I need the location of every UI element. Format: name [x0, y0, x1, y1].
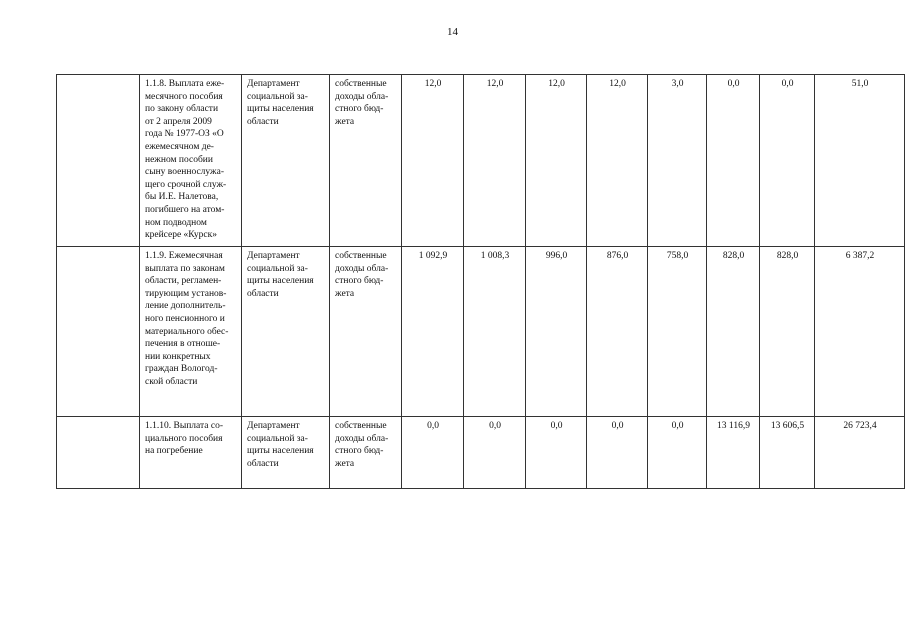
row-number-cell — [57, 247, 140, 417]
value-cell: 0,0 — [760, 75, 815, 247]
value-cell: 828,0 — [760, 247, 815, 417]
value-cell: 13 606,5 — [760, 417, 815, 489]
table-row — [57, 417, 905, 489]
value-cell: 0,0 — [707, 75, 760, 247]
row-number-cell — [57, 75, 140, 247]
total-cell: 26 723,4 — [815, 417, 905, 489]
value-cell: 12,0 — [464, 75, 526, 247]
value-cell: 13 116,9 — [707, 417, 760, 489]
value-cell: 12,0 — [402, 75, 464, 247]
funding-source-cell: собственные доходы обла- стного бюд- жета — [330, 417, 402, 489]
department-cell: Департамент социальной за- щиты населения области — [242, 247, 330, 417]
value-cell: 0,0 — [402, 417, 464, 489]
funding-source-cell: собственные доходы обла- стного бюд- жета — [330, 75, 402, 247]
department-cell: Департамент социальной за- щиты населения области — [242, 417, 330, 489]
value-cell: 12,0 — [526, 75, 587, 247]
value-cell: 12,0 — [587, 75, 648, 247]
funding-source-cell: собственные доходы обла- стного бюд- жета — [330, 247, 402, 417]
measure-name-cell: 1.1.10. Выплата со- циального пособия на погребение — [140, 417, 242, 489]
table-row — [57, 247, 905, 417]
value-cell: 1 092,9 — [402, 247, 464, 417]
measure-name-cell: 1.1.9. Ежемесячная выплата по законам области, регламен- тирующим установ- ление дополнитель- ного пенсионного и материального обес- печения в отноше- нии конкретных граждан Вологод- ской области — [140, 247, 242, 417]
value-cell: 876,0 — [587, 247, 648, 417]
page-number: 14 — [447, 26, 458, 38]
value-cell: 0,0 — [587, 417, 648, 489]
total-cell: 6 387,2 — [815, 247, 905, 417]
value-cell: 1 008,3 — [464, 247, 526, 417]
department-cell: Департамент социальной за- щиты населения области — [242, 75, 330, 247]
value-cell: 3,0 — [648, 75, 707, 247]
total-cell: 51,0 — [815, 75, 905, 247]
measure-name-cell: 1.1.8. Выплата еже- месячного пособия по закону области от 2 апреля 2009 года № 1977-ОЗ «О ежемесячном де- нежном пособии сыну военнослужа- щего срочной служ- бы И.Е. Налетова, погибшего на атом- ном подводном крейсере «Курск» — [140, 75, 242, 247]
row-number-cell — [57, 417, 140, 489]
value-cell: 828,0 — [707, 247, 760, 417]
value-cell: 0,0 — [648, 417, 707, 489]
table-row — [57, 75, 905, 247]
value-cell: 0,0 — [526, 417, 587, 489]
value-cell: 0,0 — [464, 417, 526, 489]
value-cell: 758,0 — [648, 247, 707, 417]
value-cell: 996,0 — [526, 247, 587, 417]
budget-table — [56, 74, 905, 489]
